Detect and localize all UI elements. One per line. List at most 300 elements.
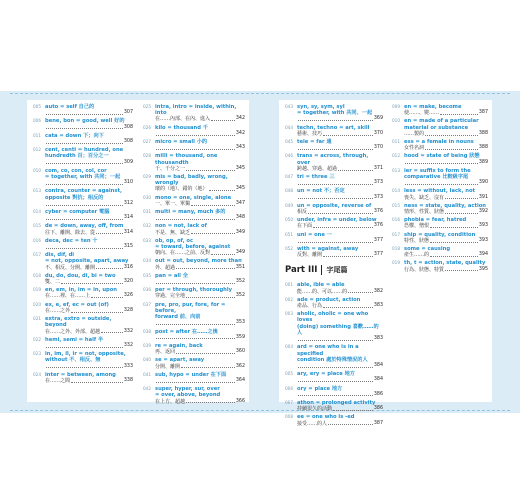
entry-page-number: 345	[235, 186, 245, 192]
entry-meaning-line	[404, 267, 488, 273]
entry-page-number: 332	[123, 328, 133, 334]
toc-entry	[143, 195, 245, 207]
section-title: Part III	[285, 265, 322, 275]
entry-page-number: 370	[373, 145, 383, 151]
entry-number: 008	[285, 414, 293, 420]
entry-meaning: 跨越、穿過、超過	[297, 165, 338, 172]
dot-leader	[46, 163, 123, 164]
entry-page-number: 394	[478, 252, 488, 258]
entry-term: deca, dec = ten 十	[45, 237, 98, 244]
entry-meaning: 在……之外、外部、超越	[45, 328, 101, 335]
entry-meaning-line	[404, 131, 488, 137]
entry-meaning-line	[45, 230, 133, 236]
entry-term: cyber = computer 電腦	[45, 209, 110, 216]
entry-term: mis = bad, badly, wrong, wrongly	[155, 174, 228, 187]
entry-page-number: 307	[123, 110, 133, 116]
toc-entry	[285, 188, 383, 200]
entry-meaning-line	[155, 131, 245, 137]
entry-term: super, hyper, sur, over = over, above, beyond	[155, 386, 221, 399]
dot-leader	[430, 227, 478, 228]
entry-number: 047	[285, 174, 293, 180]
entry-page-number: 383	[373, 303, 383, 309]
toc-entry	[285, 125, 383, 137]
entry-page-number: 393	[478, 223, 488, 229]
entry-page-number: 387	[373, 420, 383, 426]
entry-meaning-line	[45, 279, 133, 285]
entry-number: 010	[33, 167, 41, 173]
entry-meaning-line	[404, 160, 488, 166]
entry-number: 005	[33, 104, 41, 109]
dot-leader	[211, 254, 235, 255]
entry-page-number: 388	[478, 130, 488, 136]
entry-meaning: 情形、性質、狀態	[404, 209, 445, 216]
entry-meaning: 不是、無、缺乏	[155, 229, 191, 236]
entry-meaning-line	[297, 116, 383, 122]
toc-entry	[285, 297, 383, 309]
entry-number: 028	[143, 153, 151, 159]
entry-term: en = made of a particular material or substance	[404, 118, 479, 131]
entry-meaning-line	[155, 378, 245, 384]
entry-term: un = opposite, reverse of	[297, 202, 372, 209]
entry-page-number: 343	[235, 145, 245, 151]
entry-number: 020	[33, 301, 41, 307]
entry-meaning-line	[155, 250, 245, 256]
dot-leader	[96, 233, 123, 234]
entry-meaning: ……製的	[404, 130, 425, 137]
entry-page-number: 389	[478, 159, 488, 165]
entry-term: able, ible = able	[297, 282, 345, 289]
entry-term: se = apart, away	[155, 357, 205, 364]
entry-meaning-line	[404, 180, 488, 186]
dot-leader	[308, 213, 373, 214]
entry-page-number: 338	[123, 377, 133, 383]
entry-page-number: 369	[373, 116, 383, 122]
dot-leader	[348, 292, 373, 293]
entry-number: 014	[392, 188, 400, 194]
dot-leader	[96, 268, 123, 269]
entry-meaning-line	[297, 336, 383, 342]
toc-entry	[285, 400, 383, 412]
entry-term: com, co, con, col, cor = together, with 共同；一起	[45, 167, 121, 181]
dot-leader	[191, 233, 235, 234]
entry-term: extra, extro = outside, beyond	[45, 316, 112, 329]
left-page	[27, 100, 249, 405]
entry-number: 006	[285, 385, 293, 391]
entry-term: aholic, oholic = one who loves (doing) something 喜歡……的人	[297, 311, 379, 336]
toc-entry	[285, 282, 383, 294]
dot-leader	[156, 219, 235, 220]
entry-term: un = not 不；否定	[297, 188, 345, 195]
entry-term: ness = state, quality, action	[404, 202, 486, 209]
entry-meaning-line	[297, 289, 383, 295]
entry-meaning-line	[45, 378, 133, 384]
entry-term: less = without, lack, not	[404, 188, 476, 195]
entry-page-number: 310	[123, 180, 133, 186]
toc-entry	[33, 372, 133, 384]
entry-meaning-line	[297, 223, 383, 229]
entry-meaning-line	[45, 215, 133, 221]
entry-page-number: 382	[373, 288, 383, 294]
entry-meaning: 恐懼、憎恨	[404, 223, 430, 230]
toc-entry	[143, 386, 245, 405]
entry-number: 001	[285, 282, 293, 288]
entry-term: intra, intro = inside, within, into	[155, 104, 237, 117]
entry-number: 029	[143, 174, 151, 180]
entry-page-number: 364	[235, 377, 245, 383]
entry-meaning-line	[45, 160, 133, 166]
entry-meaning-line	[155, 399, 245, 405]
dot-leader	[71, 382, 123, 383]
dot-leader	[186, 402, 235, 403]
entry-page-number: 309	[123, 159, 133, 165]
entry-meaning: 喪失、缺乏、沒有	[404, 194, 445, 201]
entry-page-number: 314	[123, 215, 133, 221]
entry-number: 015	[392, 202, 400, 208]
entry-page-number: 366	[235, 398, 245, 404]
entry-term: with = against, away	[297, 246, 359, 253]
entry-number: 046	[285, 153, 293, 159]
dot-leader	[46, 367, 123, 368]
entry-number: 048	[285, 188, 293, 194]
entry-term: multi = many, much 多的	[155, 209, 226, 216]
entry-meaning: 穿過、完全地	[155, 293, 186, 300]
dot-leader	[298, 120, 373, 121]
entry-number: 012	[392, 153, 400, 159]
dot-leader	[440, 114, 478, 115]
entry-number: 032	[143, 223, 151, 229]
entry-number: 017	[33, 252, 41, 258]
entry-number: 044	[285, 124, 293, 130]
entry-meaning-line	[297, 180, 383, 186]
toc-entry	[143, 238, 245, 257]
entry-term: pan = all 全	[155, 272, 188, 279]
entry-number: 019	[392, 260, 400, 266]
dot-leader	[298, 367, 373, 368]
entry-number: 041	[143, 371, 151, 377]
entry-term: trans = across, through, over	[297, 153, 369, 166]
entry-term: post = after 在……之後	[155, 328, 218, 335]
entry-page-number: 315	[123, 244, 133, 250]
dot-leader	[156, 149, 235, 150]
entry-page-number: 384	[373, 377, 383, 383]
entry-number: 011	[392, 139, 400, 145]
toc-entry	[33, 188, 133, 207]
dot-leader	[323, 256, 373, 257]
dot-leader	[46, 248, 123, 249]
entry-number: 023	[33, 351, 41, 357]
entry-term: mono = one, single, alone	[155, 194, 232, 201]
entry-term: per = through, thoroughly	[155, 287, 233, 294]
toc-entry	[143, 287, 245, 299]
entry-page-number: 377	[373, 237, 383, 243]
entry-term: ob, op, of, oc = toward, before, against	[155, 237, 231, 251]
entry-page-number: 360	[235, 349, 245, 355]
entry-page-number: 348	[235, 215, 245, 221]
entry-page-number: 376	[373, 209, 383, 215]
entry-number: 009	[392, 104, 400, 109]
entry-page-number: 392	[478, 209, 488, 215]
toc-entry	[392, 118, 488, 137]
toc-entry	[33, 351, 133, 370]
dot-leader	[405, 163, 478, 164]
entry-number: 035	[143, 272, 151, 278]
entry-meaning-line	[45, 293, 133, 299]
toc-entry	[143, 258, 245, 270]
toc-entry	[33, 133, 133, 145]
dot-leader	[176, 353, 235, 354]
entry-meaning-line	[155, 335, 245, 341]
entry-meaning-line	[297, 377, 383, 383]
toc-entry	[285, 232, 383, 244]
entry-meaning: 能……的、可以……的	[297, 288, 348, 295]
entry-meaning-line	[297, 131, 383, 137]
entry-page-number: 342	[235, 130, 245, 136]
entry-number: 013	[392, 167, 400, 173]
entry-term: bene, bon = good, well 好的	[45, 118, 125, 125]
entry-term: ee = one who is -ed	[297, 414, 355, 421]
entry-meaning: 千、千分之一	[155, 165, 186, 172]
entry-number: 052	[285, 246, 293, 252]
entry-meaning: 往下、離開、除去、從	[45, 229, 96, 236]
dot-leader	[298, 198, 373, 199]
dot-leader	[91, 297, 123, 298]
entry-number: 021	[33, 316, 41, 322]
dot-leader	[405, 184, 478, 185]
dot-leader	[333, 410, 373, 411]
entry-term: tri = three 三	[297, 174, 335, 181]
entry-meaning-line	[297, 363, 383, 369]
entry-term: ade = product, action	[297, 296, 361, 303]
entry-meaning-line	[297, 303, 383, 309]
entry-meaning: 不、相反、分開、離開	[45, 264, 96, 271]
entry-term: du, do, dou, di, bi = two	[45, 272, 116, 279]
entry-term: th, t = action, state, quality	[404, 260, 486, 267]
entry-page-number: 351	[235, 264, 245, 270]
entry-number: 034	[143, 258, 151, 264]
entry-number: 045	[285, 139, 293, 145]
entry-term: hemi, semi = half 半	[45, 336, 104, 343]
entry-number: 006	[33, 118, 41, 124]
entry-number: 051	[285, 231, 293, 237]
entry-number: 036	[143, 287, 151, 293]
toc-entry	[392, 203, 488, 215]
entry-meaning-line	[45, 110, 133, 116]
entry-meaning-line	[155, 116, 245, 122]
entry-meaning: 產生……的	[404, 252, 430, 259]
entry-number: 011	[33, 132, 41, 138]
dot-leader	[323, 135, 373, 136]
entry-meaning: 朝向、在……之前、反對	[155, 250, 211, 257]
toc-entry	[33, 147, 133, 166]
entry-meaning: 雙、二	[45, 279, 61, 286]
dot-leader	[101, 332, 123, 333]
entry-number: 027	[143, 139, 151, 145]
entry-meaning-line	[155, 166, 245, 172]
entry-meaning: 在……之間	[45, 377, 71, 384]
entry-term: milli = thousand, one thousandth	[155, 153, 218, 166]
entry-meaning-line	[297, 252, 383, 258]
entry-term: ard = one who is in a specified condition 處於特殊情況的人	[297, 344, 368, 363]
dot-leader	[298, 184, 373, 185]
entry-number: 039	[143, 342, 151, 348]
entry-number: 031	[143, 209, 151, 215]
toc-entry	[143, 209, 245, 221]
entry-number: 024	[33, 371, 41, 377]
entry-page-number: 349	[235, 250, 245, 256]
entry-page-number: 376	[373, 223, 383, 229]
entry-page-number: 377	[373, 252, 383, 258]
entry-page-number: 373	[373, 194, 383, 200]
entry-term: de = down, away, off, from	[45, 223, 124, 230]
entry-term: micro = small 小的	[155, 139, 208, 146]
entry-meaning-line	[297, 406, 383, 412]
entry-page-number: 390	[478, 180, 488, 186]
toc-entry	[392, 153, 488, 165]
book-spread	[0, 91, 520, 427]
dot-leader	[445, 213, 478, 214]
section-subtitle: 字尾篇	[326, 266, 348, 275]
toc-entry	[392, 232, 488, 244]
entry-number: 013	[33, 188, 41, 194]
entry-meaning-line	[45, 180, 133, 186]
entry-page-number: 352	[235, 279, 245, 285]
entry-meaning-line	[155, 230, 245, 236]
toc-entry	[33, 168, 133, 187]
entry-meaning-line	[297, 195, 383, 201]
entry-term: athon = prolonged activity	[297, 399, 376, 406]
entry-meaning: 在……內部、在內、進入	[155, 116, 211, 123]
dot-leader	[186, 297, 235, 298]
entry-page-number: 345	[235, 165, 245, 171]
dot-leader	[298, 340, 373, 341]
dot-leader	[298, 395, 373, 396]
entry-meaning-line	[297, 238, 383, 244]
entry-page-number: 332	[123, 342, 133, 348]
entry-term: auto = self 自己的	[45, 104, 95, 110]
entry-page-number: 386	[373, 391, 383, 397]
toc-entry	[392, 246, 488, 258]
toc-entry	[143, 372, 245, 384]
dot-leader	[298, 381, 373, 382]
dot-leader	[156, 338, 235, 339]
entry-term: ship = quality, condition	[404, 231, 476, 238]
dot-leader	[156, 382, 235, 383]
entry-number: 042	[143, 386, 151, 392]
entry-meaning: 在……裡、在……上	[45, 293, 91, 300]
entry-page-number: 312	[123, 200, 133, 206]
entry-meaning: 產品、行為	[297, 303, 323, 310]
dot-leader	[323, 307, 373, 308]
toc-entry	[392, 260, 488, 272]
entry-meaning-line	[155, 320, 245, 326]
entry-meaning: 接受……的人	[297, 420, 328, 427]
entry-page-number: 395	[478, 266, 488, 272]
toc-entry	[392, 168, 488, 187]
entry-meaning-line	[155, 145, 245, 151]
toc-entry	[33, 252, 133, 271]
entry-term: phobia = fear, hatred	[404, 217, 467, 224]
entry-meaning-line	[404, 195, 488, 201]
dot-leader	[430, 242, 478, 243]
entry-meaning-line	[404, 223, 488, 229]
toc-entry	[285, 311, 383, 342]
toc-entry	[33, 118, 133, 130]
dot-leader	[298, 149, 373, 150]
dot-leader	[298, 242, 373, 243]
entry-page-number: 393	[478, 237, 488, 243]
dot-leader	[211, 120, 235, 121]
entry-number: 050	[285, 217, 293, 223]
entry-number: 003	[285, 311, 293, 317]
entry-page-number: 316	[123, 264, 133, 270]
toc-entry	[285, 414, 383, 426]
dot-leader	[46, 128, 123, 129]
entry-term: tele = far 遠	[297, 139, 332, 146]
toc-entry	[285, 153, 383, 172]
entry-number: 026	[143, 124, 151, 130]
entry-page-number: 347	[235, 200, 245, 206]
entry-number: 018	[392, 246, 400, 252]
entry-term: contra, counter = against, opposite 對抗；相反的	[45, 188, 122, 201]
dot-leader	[156, 283, 235, 284]
entry-meaning-line	[297, 209, 383, 215]
entry-page-number: 370	[373, 130, 383, 136]
dot-leader	[46, 143, 123, 144]
toc-entry	[143, 153, 245, 172]
entry-term: ier = suffix to form the comparative 比較級字尾	[404, 167, 471, 181]
entry-meaning-line	[297, 145, 383, 151]
toc-entry	[143, 125, 245, 137]
entry-page-number: 371	[373, 165, 383, 171]
toc-entry	[33, 337, 133, 349]
toc-entry	[285, 203, 383, 215]
entry-term: uni = one 一	[297, 231, 332, 238]
dot-leader	[46, 219, 123, 220]
entry-number: 022	[33, 336, 41, 342]
entry-meaning-line	[404, 238, 488, 244]
entry-number: 010	[392, 118, 400, 124]
entry-number: 007	[285, 399, 293, 405]
entry-page-number: 362	[235, 363, 245, 369]
entry-meaning-line	[45, 343, 133, 349]
dot-leader	[338, 170, 373, 171]
entry-meaning-line	[155, 215, 245, 221]
entry-page-number: 328	[123, 307, 133, 313]
entry-number: 030	[143, 194, 151, 200]
entry-number: 016	[33, 237, 41, 243]
entry-term: cata = down 下；向下	[45, 132, 104, 139]
entry-meaning-line	[45, 139, 133, 145]
entry-meaning-line	[45, 125, 133, 131]
dot-leader	[71, 312, 123, 313]
entry-page-number: 320	[123, 279, 133, 285]
dot-leader	[191, 205, 235, 206]
toc-entry	[143, 104, 245, 123]
entry-number: 019	[33, 287, 41, 293]
toc-entry	[33, 273, 133, 285]
entry-term: under, infra = under, below	[297, 217, 377, 224]
entry-meaning: 外、超過	[155, 264, 176, 271]
entry-page-number: 387	[478, 110, 488, 116]
toc-entry	[143, 223, 245, 235]
entry-number: 016	[392, 217, 400, 223]
entry-number: 014	[33, 209, 41, 215]
toc-entry	[285, 371, 383, 383]
toc-column-4	[392, 104, 488, 275]
toc-entry	[33, 316, 133, 335]
dot-leader	[46, 347, 123, 348]
dot-leader	[186, 170, 235, 171]
